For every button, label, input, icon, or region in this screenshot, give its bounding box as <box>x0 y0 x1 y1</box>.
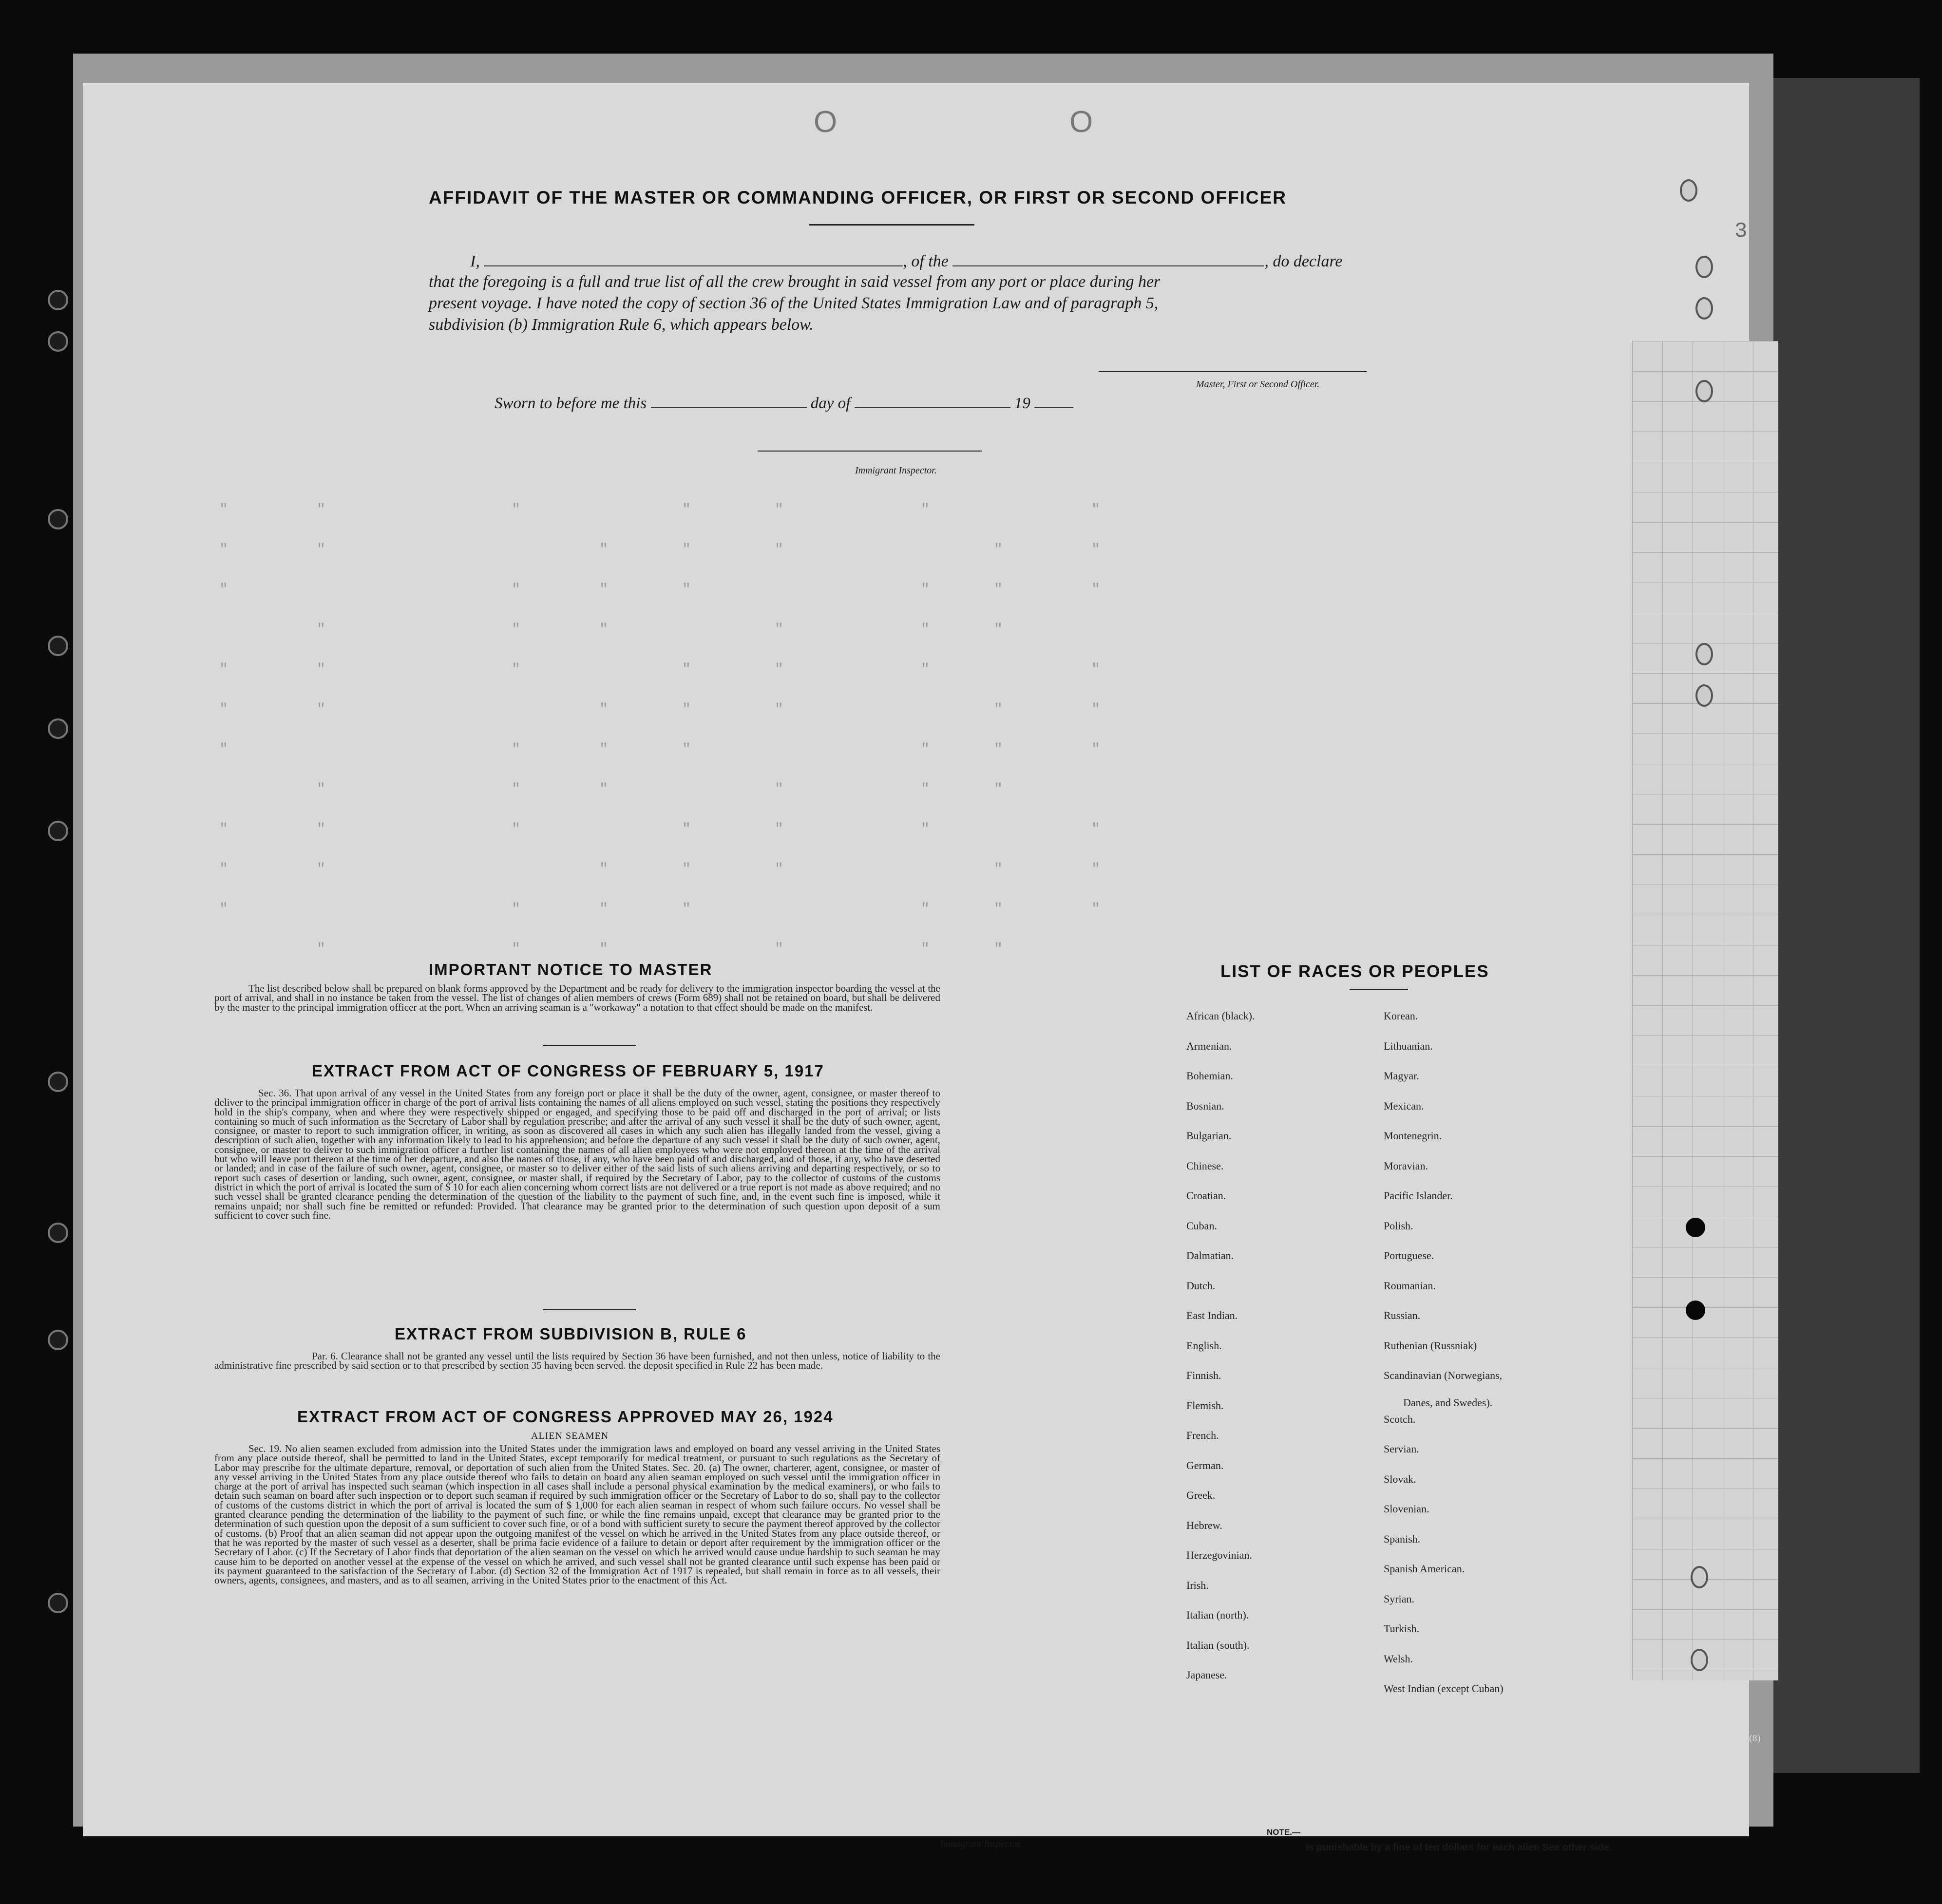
inspector-label: Immigrant Inspector. <box>855 465 937 476</box>
races-rule <box>1350 989 1408 990</box>
ditto-mark: " <box>219 582 228 598</box>
ditto-mark: " <box>994 701 1003 718</box>
race-item: Servian. <box>1384 1443 1419 1455</box>
ditto-mark: " <box>921 582 930 598</box>
ditto-mark: " <box>317 701 326 718</box>
ditto-mark: " <box>994 901 1003 918</box>
race-item: Ruthenian (Russniak) <box>1384 1339 1477 1352</box>
race-item: Polish. <box>1384 1219 1413 1232</box>
ditto-mark: " <box>599 582 609 598</box>
ditto-mark: " <box>219 901 228 918</box>
extract-1924-text: Sec. 19. No alien seamen excluded from admission into the United States under the immigration laws and employed on board any vessel arriving in the United States from any place outside thereof, shall be permitted to land in the United States, except temporarily for medical treatment, or pursuant to such regulations as the Secretary of Labor may prescribe for the ultimate departure, removal, or deportation of such alien from the United States. Sec. 20. (a) The owner, charterer, agent, consignee, or master of any vessel arriving in the United States from any place outside thereof who fails to detain on board any alien seaman employed on such vessel until the immigration officer in charge at the port of arrival has inspected such seaman (which inspection in all cases shall include a personal physical examination by the medical examiners), or who fails to detain such seaman on board after such inspection or to deport such seaman if required by such immigration officer or the Secretary of Labor to do so, shall pay to the collector of customs of the customs district in which the port of arrival is located the sum of $ 1,000 for each alien seaman in respect of whom such failure occurs. No vessel shall be granted clearance pending the determination of the liability to the payment of such fine, or while the fine remains unpaid, except that clearance may be granted prior to the determination of such question upon the deposit of a sum sufficient to cover such fine, or of a bond with sufficient surety to secure the payment thereof approved by the collector of customs. (b) Proof that an alien seaman did not appear upon the outgoing manifest of the vessel on which he arrived in the United States from any place outside thereof, or that he was reported by the master of such vessel as a deserter, shall be prima facie evidence of a failure to detain or deport after requirement by the immigration officer or the Secretary of Labor. (c) If the Secretary of Labor finds that deportation of the alien seaman on the vessel on which he arrived would cause undue hardship to such seaman he may cause him to be deported on another vessel at the expense of the vessel on which he arrived, and such vessel shall not be granted clearance until such expense has been paid or its payment guaranteed to the satisfaction of the Secretary of Labor. (d) Section 32 of the Immigration Act of 1917 is repealed, but shall remain in force as to all vessels, their owners, agents, consignees, and masters, and as to all seamen, arriving in the United States prior to the enactment of this Act. <box>214 1443 940 1586</box>
race-item: Greek. <box>1186 1489 1216 1501</box>
extract-1917-text: Sec. 36. That upon arrival of any vessel in the United States from any foreign port or place it shall be the duty of the owner, agent, consignee, or master thereof to deliver to the principal immigration officer in charge of the port of arrival lists containing the names of all aliens employed on such vessel, stating the positions they respectively hold in the ship's company, when and where they were respectively shipped or engaged, and specifying those to be paid off and discharged in the port of arrival; or lists containing so much of such information as the Secretary of Labor shall by regulation prescribe; and after the arrival of any such vessel it shall be the duty of such owner, agent, consignee, or master to report to such immigration officer, in writing, as soon as discovered all cases in which any such alien has illegally landed from the vessel, giving a description of such alien, together with any information likely to lead to his apprehension; and before the departure of any such vessel it shall be the duty of such owner, agent, consignee, or master to deliver to such immigration officer a further list containing the names of all alien employees who were not employed thereon at the time of the arrival but who will leave port thereon at the time of her departure, and also the names of those, if any, who have been paid off and discharged, and of those, if any, who have deserted or landed; and in case of the failure of such owner, agent, consignee, or master so to deliver either of the said lists of such aliens arriving and departing respectively, or so to report such cases of desertion or landing, such owner, agent, consignee, or master shall, if required by the Secretary of Labor, pay to the collector of customs of the customs district in which the port of arrival is located the sum of $ 10 for each alien concerning whom correct lists are not delivered or a true report is not made as above required; and no such vessel shall be granted clearance pending the determination of the question of the liability to the payment of such fine, and, in the event such fine is imposed, while it remains unpaid; nor shall such fine be remitted or refunded: Provided. That clearance may be granted prior to the determination of such question upon deposit of a sum sufficient to cover such fine. <box>214 1087 940 1221</box>
race-item: Scandinavian (Norwegians, <box>1384 1369 1503 1381</box>
race-item: Finnish. <box>1186 1369 1221 1381</box>
ditto-mark: " <box>682 901 691 918</box>
binder-hole <box>48 1593 68 1613</box>
section-rule <box>543 1045 636 1046</box>
ditto-mark: " <box>994 741 1003 758</box>
race-item: Flemish. <box>1186 1399 1224 1412</box>
punch-hole <box>1686 1218 1705 1237</box>
race-item: Montenegrin. <box>1384 1130 1442 1142</box>
race-item: Slovenian. <box>1384 1503 1429 1515</box>
ditto-mark: " <box>921 821 930 838</box>
ditto-mark: " <box>994 582 1003 598</box>
ditto-mark: " <box>682 582 691 598</box>
ditto-mark: " <box>219 502 228 518</box>
race-item: Chinese. <box>1186 1159 1224 1172</box>
punch-hole <box>1695 380 1713 402</box>
ditto-mark: " <box>599 781 609 798</box>
punch-hole <box>1695 297 1713 320</box>
ditto-mark: " <box>775 502 784 518</box>
ditto-mark: " <box>921 661 930 678</box>
race-item: Magyar. <box>1384 1070 1419 1082</box>
ditto-mark: " <box>682 502 691 518</box>
race-item: Herzegovinian. <box>1186 1549 1252 1561</box>
race-item: German. <box>1186 1459 1224 1471</box>
punch-hole <box>1691 1649 1708 1671</box>
ditto-mark: " <box>775 661 784 678</box>
ditto-mark: " <box>1091 701 1101 718</box>
ditto-mark: " <box>921 781 930 798</box>
binder-hole <box>48 1223 68 1243</box>
race-item: Moravian. <box>1384 1159 1428 1172</box>
ditto-mark: " <box>1091 502 1101 518</box>
race-item: French. <box>1186 1429 1219 1441</box>
ditto-mark: " <box>512 582 521 598</box>
race-item: Irish. <box>1186 1579 1209 1591</box>
race-item: Danes, and Swedes). <box>1403 1396 1493 1409</box>
signature-line[interactable] <box>1099 371 1367 372</box>
race-item: Korean. <box>1384 1010 1418 1022</box>
sworn-year-blank[interactable] <box>1034 407 1073 408</box>
binder-hole <box>48 718 68 739</box>
races-title: LIST OF RACES OR PEOPLES <box>1220 962 1489 981</box>
race-item: African (black). <box>1186 1010 1255 1022</box>
ditto-mark: " <box>219 741 228 758</box>
punch-hole <box>1680 179 1697 202</box>
race-item: Slovak. <box>1384 1472 1416 1485</box>
affidavit-title: AFFIDAVIT OF THE MASTER OR COMMANDING OFFICER, OR FIRST OR SECOND OFFICER <box>429 188 1287 207</box>
notice-title: IMPORTANT NOTICE TO MASTER <box>429 961 713 979</box>
race-item: English. <box>1186 1339 1222 1352</box>
extract-1924-title: EXTRACT FROM ACT OF CONGRESS APPROVED MAY 26, 1924 <box>297 1408 834 1426</box>
punch-hole <box>1695 256 1713 278</box>
extract-1924-subtitle: ALIEN SEAMEN <box>531 1431 609 1441</box>
ditto-mark: " <box>921 941 930 958</box>
ditto-mark: " <box>317 821 326 838</box>
ditto-mark: " <box>512 821 521 838</box>
race-item: Japanese. <box>1186 1669 1227 1681</box>
sworn-year: 19 <box>1014 395 1030 412</box>
race-item: Dutch. <box>1186 1279 1216 1292</box>
ditto-mark: " <box>512 901 521 918</box>
ditto-mark: " <box>682 821 691 838</box>
affidavit-line2: that the foregoing is a full and true list of all the crew brought in said vessel from any port or place during her <box>429 273 1161 291</box>
ditto-mark: " <box>1091 542 1101 558</box>
race-item: Hebrew. <box>1186 1519 1222 1531</box>
top-mark-o: O <box>1069 105 1093 139</box>
binder-hole <box>48 509 68 529</box>
race-item: Bohemian. <box>1186 1070 1233 1082</box>
ditto-mark: " <box>682 861 691 878</box>
race-item: Spanish American. <box>1384 1563 1465 1575</box>
extract-1917-title: EXTRACT FROM ACT OF CONGRESS OF FEBRUARY 5, 1917 <box>312 1062 824 1080</box>
ditto-mark: " <box>921 622 930 638</box>
sworn-month-blank[interactable] <box>855 407 1010 408</box>
ditto-mark: " <box>775 821 784 838</box>
footer-inspector: Immigrant Inspector. <box>940 1839 1022 1849</box>
race-item: Welsh. <box>1384 1652 1413 1665</box>
race-item: Bulgarian. <box>1186 1130 1232 1142</box>
ditto-mark: " <box>994 781 1003 798</box>
ditto-mark: " <box>1091 861 1101 878</box>
ditto-mark: " <box>219 821 228 838</box>
ditto-mark: " <box>682 661 691 678</box>
affidavit-i: I, <box>470 252 480 270</box>
affidavit-line4: subdivision (b) Immigration Rule 6, which appears below. <box>429 316 814 334</box>
ditto-mark: " <box>599 542 609 558</box>
ditto-mark: " <box>682 701 691 718</box>
ditto-mark: " <box>921 502 930 518</box>
race-item: Croatian. <box>1186 1189 1226 1202</box>
ditto-mark: " <box>994 941 1003 958</box>
ditto-mark: " <box>775 861 784 878</box>
binder-hole <box>48 636 68 656</box>
race-item: West Indian (except Cuban) <box>1384 1682 1504 1695</box>
race-item: Turkish. <box>1384 1622 1420 1635</box>
ditto-mark: " <box>682 542 691 558</box>
race-item: Lithuanian. <box>1384 1039 1433 1052</box>
ditto-mark: " <box>512 622 521 638</box>
ditto-mark: " <box>512 502 521 518</box>
sworn-day-blank[interactable] <box>651 407 807 408</box>
race-item: Italian (north). <box>1186 1609 1249 1621</box>
ditto-mark: " <box>921 741 930 758</box>
ditto-mark: " <box>775 622 784 638</box>
ditto-mark: " <box>317 941 326 958</box>
graph-paper-edge <box>1632 341 1778 1680</box>
race-item: Portuguese. <box>1384 1249 1434 1262</box>
ditto-mark: " <box>775 701 784 718</box>
binder-hole <box>48 331 68 352</box>
margin-numeral: 3 <box>1734 219 1748 244</box>
race-item: Scotch. <box>1384 1413 1416 1425</box>
ditto-mark: " <box>512 941 521 958</box>
ditto-mark: " <box>775 542 784 558</box>
race-item: Pacific Islander. <box>1384 1189 1453 1202</box>
ditto-mark: " <box>219 542 228 558</box>
back-sheet <box>1773 78 1920 1773</box>
race-item: Syrian. <box>1384 1592 1414 1605</box>
race-item: Cuban. <box>1186 1219 1217 1232</box>
race-item: Russian. <box>1384 1309 1421 1321</box>
punch-hole <box>1695 643 1713 665</box>
punch-hole <box>1691 1566 1708 1588</box>
binder-hole <box>48 1330 68 1350</box>
race-item: Spanish. <box>1384 1532 1421 1545</box>
ditto-mark: " <box>317 622 326 638</box>
title-rule <box>809 224 974 226</box>
affidavit-declare: , do declare <box>1264 252 1343 270</box>
ditto-mark: " <box>1091 741 1101 758</box>
binder-hole <box>48 821 68 841</box>
top-mark-o: O <box>814 105 838 139</box>
race-item: Bosnian. <box>1186 1099 1224 1112</box>
race-item: Roumanian. <box>1384 1279 1436 1292</box>
race-item: Mexican. <box>1384 1099 1424 1112</box>
ditto-mark: " <box>317 542 326 558</box>
ditto-mark: " <box>1091 582 1101 598</box>
ditto-mark: " <box>1091 661 1101 678</box>
race-item: Dalmatian. <box>1186 1249 1234 1262</box>
ditto-mark: " <box>512 781 521 798</box>
ditto-mark: " <box>994 861 1003 878</box>
name-blank[interactable] <box>484 265 903 266</box>
ditto-mark: " <box>599 741 609 758</box>
affidavit-of-the: , of the <box>903 252 949 270</box>
ditto-mark: " <box>1091 821 1101 838</box>
signature-label: Master, First or Second Officer. <box>1196 379 1320 390</box>
ditto-mark: " <box>317 781 326 798</box>
punch-hole <box>1695 684 1713 707</box>
ditto-mark: " <box>219 861 228 878</box>
ditto-mark: " <box>317 861 326 878</box>
race-item: East Indian. <box>1186 1309 1238 1321</box>
inspector-line[interactable] <box>758 451 982 452</box>
ditto-mark: " <box>219 661 228 678</box>
footer-note-label: NOTE.— <box>1267 1828 1300 1837</box>
ditto-mark: " <box>1091 901 1101 918</box>
ditto-mark: " <box>994 622 1003 638</box>
binder-hole <box>48 290 68 310</box>
ditto-mark: " <box>775 781 784 798</box>
ditto-mark: " <box>599 941 609 958</box>
extract-rule6-title: EXTRACT FROM SUBDIVISION B, RULE 6 <box>395 1325 747 1343</box>
affidavit-line1 <box>470 252 1343 271</box>
ditto-mark: " <box>994 542 1003 558</box>
section-rule <box>543 1309 636 1310</box>
race-item: Italian (south). <box>1186 1639 1250 1651</box>
ditto-mark: " <box>599 622 609 638</box>
race-item: Armenian. <box>1186 1039 1232 1052</box>
ditto-mark: " <box>599 901 609 918</box>
affidavit-line3: present voyage. I have noted the copy of section 36 of the United States Immigration Law and of paragraph 5, <box>429 294 1159 312</box>
ditto-mark: " <box>682 741 691 758</box>
ditto-mark: " <box>599 701 609 718</box>
ditto-mark: " <box>921 901 930 918</box>
punch-hole <box>1686 1301 1705 1320</box>
sworn-text: Sworn to before me this <box>495 395 647 412</box>
vessel-blank[interactable] <box>952 265 1264 266</box>
footer-note-text: is punishable by a fine of ten dollars for each alien See other side. <box>1306 1842 1612 1853</box>
notice-text: The list described below shall be prepared on blank forms approved by the Department and be ready for delivery to the immigration inspector boarding the vessel at the port of arrival, and shall in no instance be taken from the vessel. The list of changes of alien members of crews (Form 689) shall not be retained on board, but shall be delivered by the master to the principal immigration officer at the port. When an arriving seaman is a "workaway" a notation to that effect should be made on the manifest. <box>214 982 940 1013</box>
ditto-mark: " <box>599 861 609 878</box>
ditto-mark: " <box>512 661 521 678</box>
ditto-mark: " <box>317 661 326 678</box>
ditto-mark: " <box>219 701 228 718</box>
binder-hole <box>48 1072 68 1092</box>
ditto-mark: " <box>317 502 326 518</box>
ditto-mark: " <box>775 941 784 958</box>
corner-mark: (8) <box>1749 1733 1761 1744</box>
ditto-mark: " <box>512 741 521 758</box>
sworn-line <box>495 395 1073 413</box>
extract-rule6-text: Par. 6. Clearance shall not be granted any vessel until the lists required by Section 36 have been furnished, and not then unless, notice of liability to the administrative fine prescribed by said section or to that prescribed by section 35 having been served. the deposit specified in Rule 22 has been made. <box>214 1350 940 1372</box>
sworn-day-of: day of <box>810 395 851 412</box>
